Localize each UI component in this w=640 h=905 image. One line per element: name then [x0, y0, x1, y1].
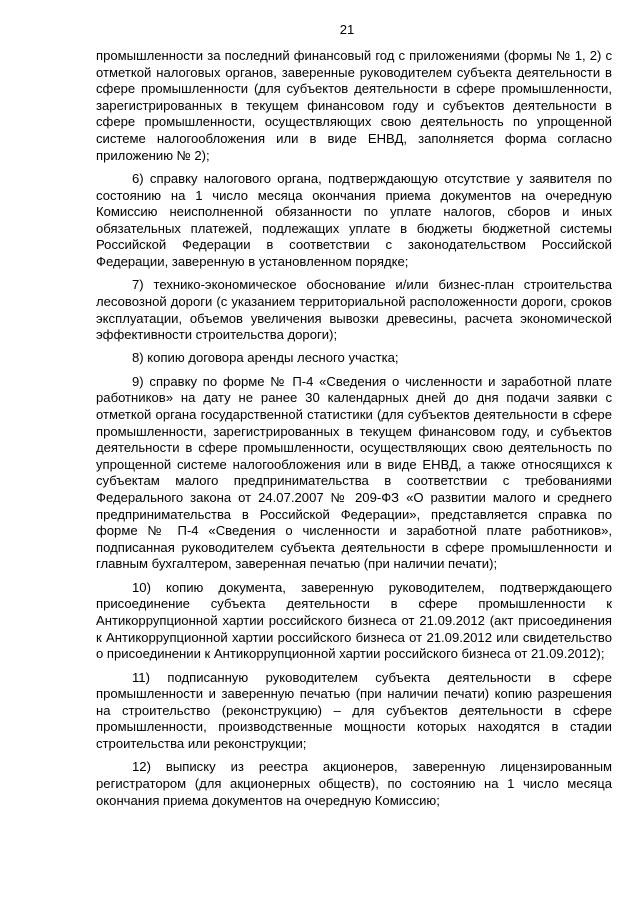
paragraph-item-9: 9) справку по форме № П-4 «Сведения о численности и заработной плате работников» на дату не ранее 30 календарных дней до дня подачи заявки с отметкой органа государственной статистики (для субъектов деятельности в сфере промышленности, зарегистрированных в текущем финансовом году, и субъектов деятельности в сфере промышленности, осуществляющих свою деятельность по упрощенной системе налогообложения или в виде ЕНВД, а также относящихся к субъектам малого предпринимательства в соответствии с требованиями Федерального закона от 24.07.2007 № 209-ФЗ «О развитии малого и среднего предпринимательства в Российской Федерации», представляется справка по форме № П-4 «Сведения о численности и заработной плате работников», подписанная руководителем субъекта деятельности в сфере промышленности и главным бухгалтером, заверенная печатью (при наличии печати); [96, 373, 612, 572]
paragraph-item-8: 8) копию договора аренды лесного участка; [132, 350, 399, 366]
paragraph-item-11: 11) подписанную руководителем субъекта деятельности в сфере промышленности и заверенную печатью (при наличии печати) копию разрешения на строительство (реконструкцию) – для субъектов деятельности в сфере промышленности, производственные мощности которых находятся в стадии строительства или реконструкции; [96, 669, 612, 751]
paragraph-continuation: промышленности за последний финансовый год с приложениями (формы № 1, 2) с отметкой налоговых органов, заверенные руководителем субъекта деятельности в сфере промышленности (для субъектов деятельности в сфере промышленности, зарегистрированных в текущем финансовом году и субъектов деятельности в сфере промышленности, осуществляющих свою деятельность по упрощенной системе налогообложения или в виде ЕНВД, заполняется форма согласно приложению № 2); [96, 48, 612, 163]
paragraph-item-12: 12) выписку из реестра акционеров, заверенную лицензированным регистратором (для акционерных обществ), по состоянию на 1 число месяца окончания приема документов на очередную Комиссию; [96, 759, 612, 808]
paragraph-item-7: 7) технико-экономическое обоснование и/или бизнес-план строительства лесовозной дороги (с указанием территориальной расположенности дороги, сроков эксплуатации, объемов увеличения вывозки древесины, расчета экономической эффективности строительства дороги); [96, 277, 612, 343]
document-body [96, 48, 612, 816]
paragraph-item-6: 6) справку налогового органа, подтверждающую отсутствие у заявителя по состоянию на 1 число месяца окончания приема документов на очередную Комиссию неисполненной обязанности по уплате налогов, сборов и иных обязательных платежей, подлежащих уплате в бюджеты бюджетной системы Российской Федерации в соответствии с законодательством Российской Федерации, заверенную в установленном порядке; [96, 170, 612, 269]
page-number: 21 [339, 22, 355, 37]
paragraph-item-10: 10) копию документа, заверенную руководителем, подтверждающего присоединение субъекта деятельности в сфере промышленности к Антикоррупционной хартии российского бизнеса от 21.09.2012 (акт присоединения к Антикоррупционной хартии российского бизнеса от 21.09.2012 или свидетельство о присоединении к Антикоррупционной хартии российского бизнеса от 21.09.2012); [96, 579, 612, 662]
